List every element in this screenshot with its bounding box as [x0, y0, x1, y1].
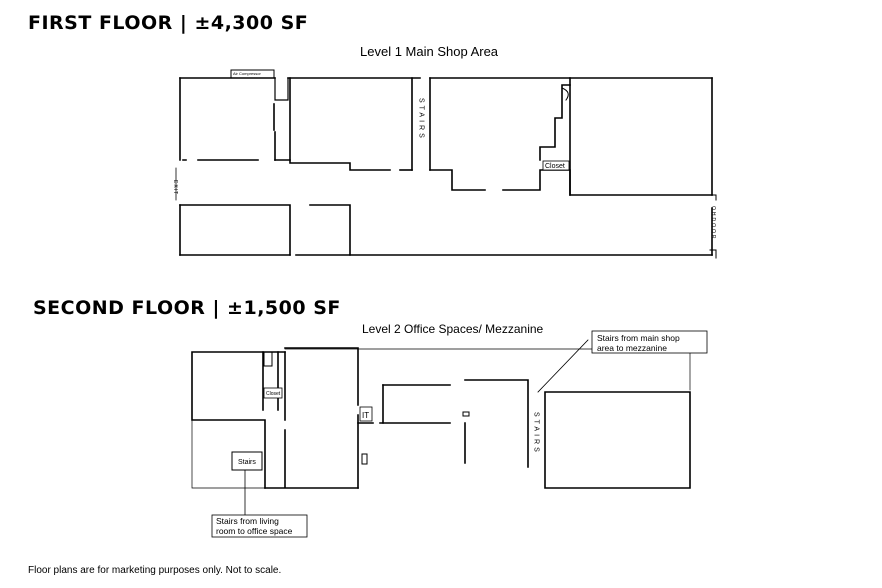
first-floor-title: FIRST FLOOR | ±4,300 SF: [28, 12, 309, 34]
living-room-stairs-callout-line2: room to office space: [216, 526, 293, 536]
oh-door-label: OHDOOR: [710, 206, 716, 241]
first-floor-plan: [176, 70, 716, 258]
disclaimer: Floor plans are for marketing purposes only. Not to scale.: [28, 565, 282, 576]
second-floor-stairs-label: STAIRS: [532, 412, 540, 455]
stairs-box-label: Stairs: [238, 459, 256, 466]
second-floor-closet-label: Closet: [266, 391, 281, 397]
second-floor-title: SECOND FLOOR | ±1,500 SF: [33, 297, 341, 319]
first-floor-closet-label: Closet: [545, 163, 565, 170]
second-floor-level-label: Level 2 Office Spaces/ Mezzanine: [362, 322, 544, 336]
main-shop-stairs-callout-line1: Stairs from main shop: [597, 333, 680, 343]
exit-label: EXIT: [172, 180, 178, 196]
second-floor-plan: [192, 340, 690, 516]
air-compressor-label: Air Compressor: [233, 71, 261, 76]
it-label: IT: [362, 411, 370, 420]
first-floor-level-label: Level 1 Main Shop Area: [360, 44, 499, 59]
main-shop-stairs-callout-line2: area to mezzanine: [597, 343, 667, 353]
living-room-stairs-callout-line1: Stairs from living: [216, 516, 279, 526]
first-floor-stairs-label: STAIRS: [417, 98, 425, 141]
